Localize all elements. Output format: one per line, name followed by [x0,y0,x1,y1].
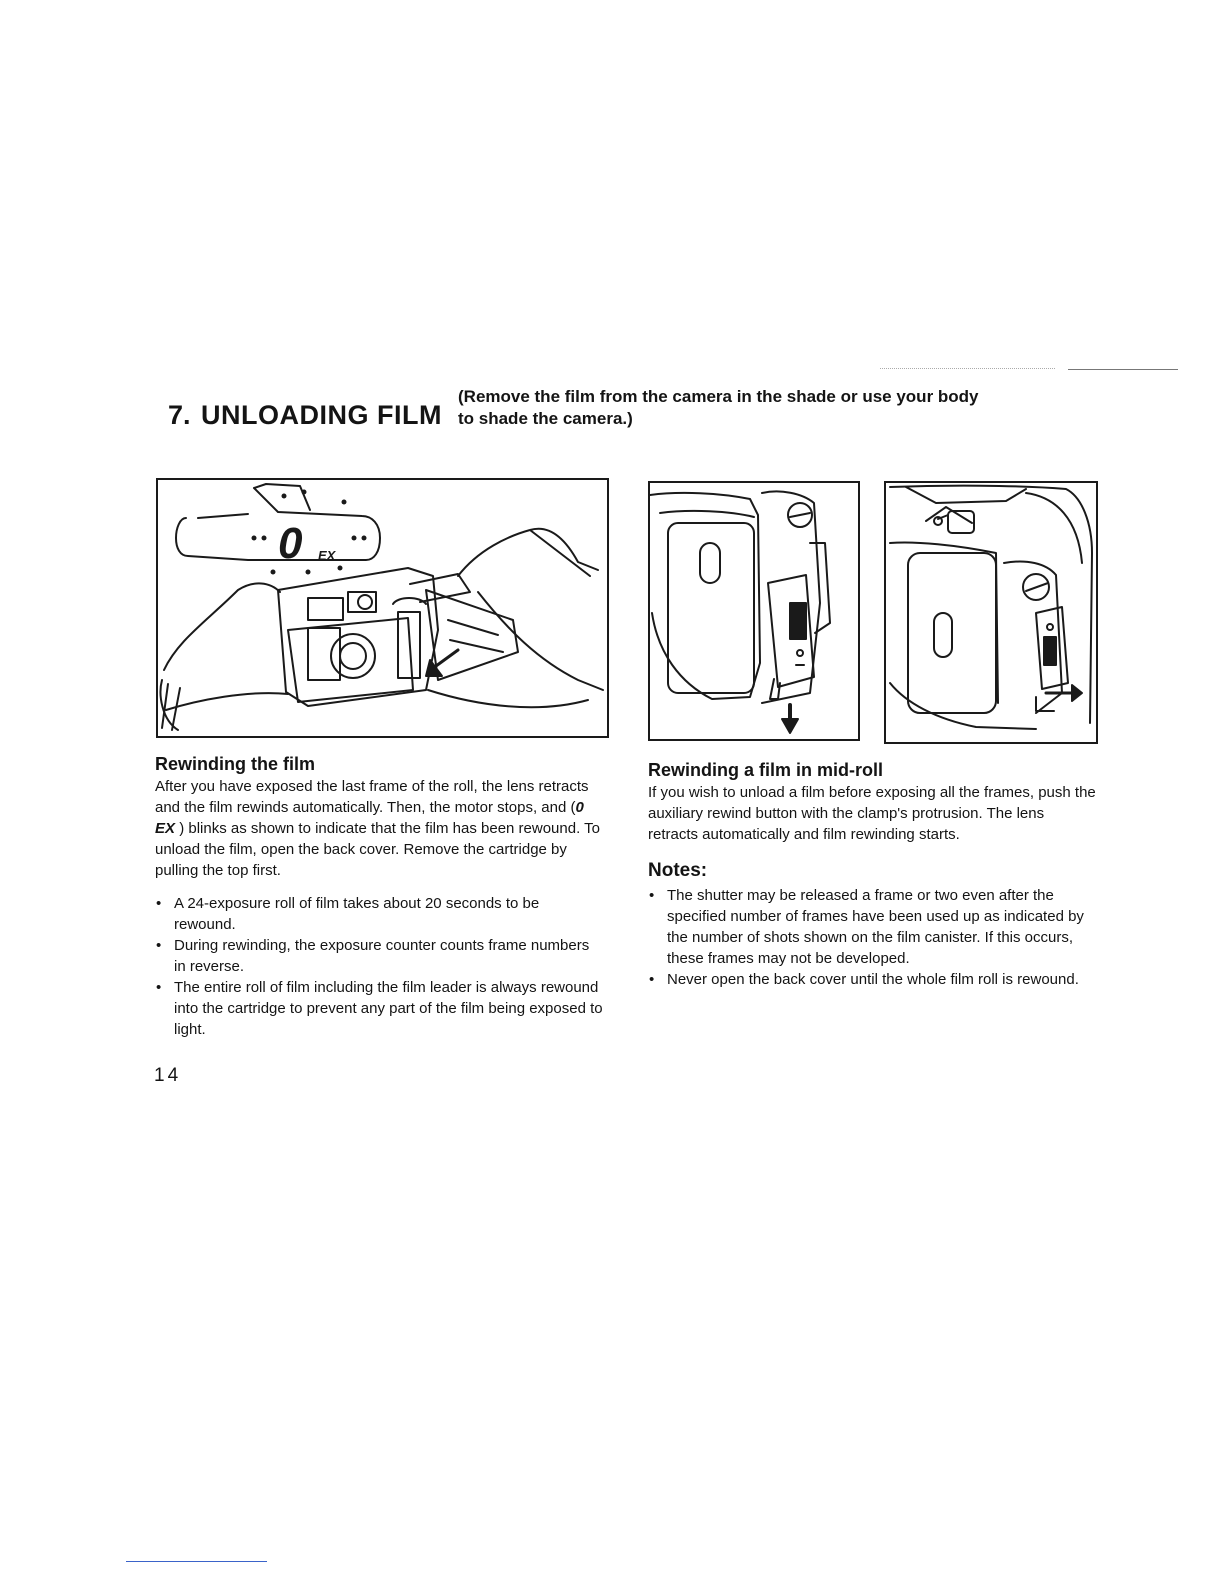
left-column [155,752,605,1040]
midroll-title: Rewinding a film in mid-roll [648,760,884,780]
lens [331,634,375,678]
display-icon-inline: 0 EX [155,799,584,837]
list-item: • A 24-exposure roll of film takes about 20 seconds to be rewound. [155,893,605,935]
right-column [648,758,1096,990]
right-hand [428,529,603,707]
rewinding-body-end: ) blinks as shown to indicate that the film has been rewound. To unload the film, open the back cover. Remove the cartridge by pulling the top first. [155,820,600,879]
back-cover [426,590,518,680]
section-number: 7. [168,400,191,430]
heading-note-line1: (Remove the film from the camera in the shade or use your body [458,387,979,406]
left-hand [161,583,288,730]
notes-title: Notes: [648,860,708,881]
rewinding-body [155,776,605,881]
figure-auxiliary-rewind [648,481,860,741]
list-item: • The entire roll of film including the film leader is always rewound into the cartridge to prevent any part of the film being exposed to light. [155,977,605,1040]
section-heading [168,380,1128,440]
top-dotted-rule [880,368,1055,369]
footer-rule [126,1561,267,1562]
figure-camera-back [884,481,1098,744]
rewinding-body-start: After you have exposed the last frame of the roll, the lens retracts and the film rewinds automatically. Then, the motor stops, and ( [155,778,589,816]
figure-remove-cartridge [156,478,609,738]
notes-list [648,885,1096,990]
camera-body [278,568,438,706]
page-number: 14 [154,1065,182,1086]
midroll-body: If you wish to unload a film before exposing all the frames, push the auxiliary rewind button with the clamp's protrusion. The lens retracts automatically and film rewinding starts. [648,784,1096,843]
list-item: • During rewinding, the exposure counter counts frame numbers in reverse. [155,935,605,977]
list-item: • The shutter may be released a frame or two even after the specified number of frames have been used up as indicated by the number of shots shown on the film canister. If this occurs, these frames may not be developed. [648,885,1096,969]
section-title: UNLOADING FILM [201,400,442,430]
counter-digit: 0 [278,519,303,568]
list-item: • Never open the back cover until the whole film roll is rewound. [648,969,1096,990]
rewinding-title: Rewinding the film [155,754,315,774]
heading-note-line2: to shade the camera.) [458,409,633,428]
top-rule [1068,369,1178,370]
rewinding-bullets [155,893,605,1040]
counter-ex: EX [318,548,336,563]
